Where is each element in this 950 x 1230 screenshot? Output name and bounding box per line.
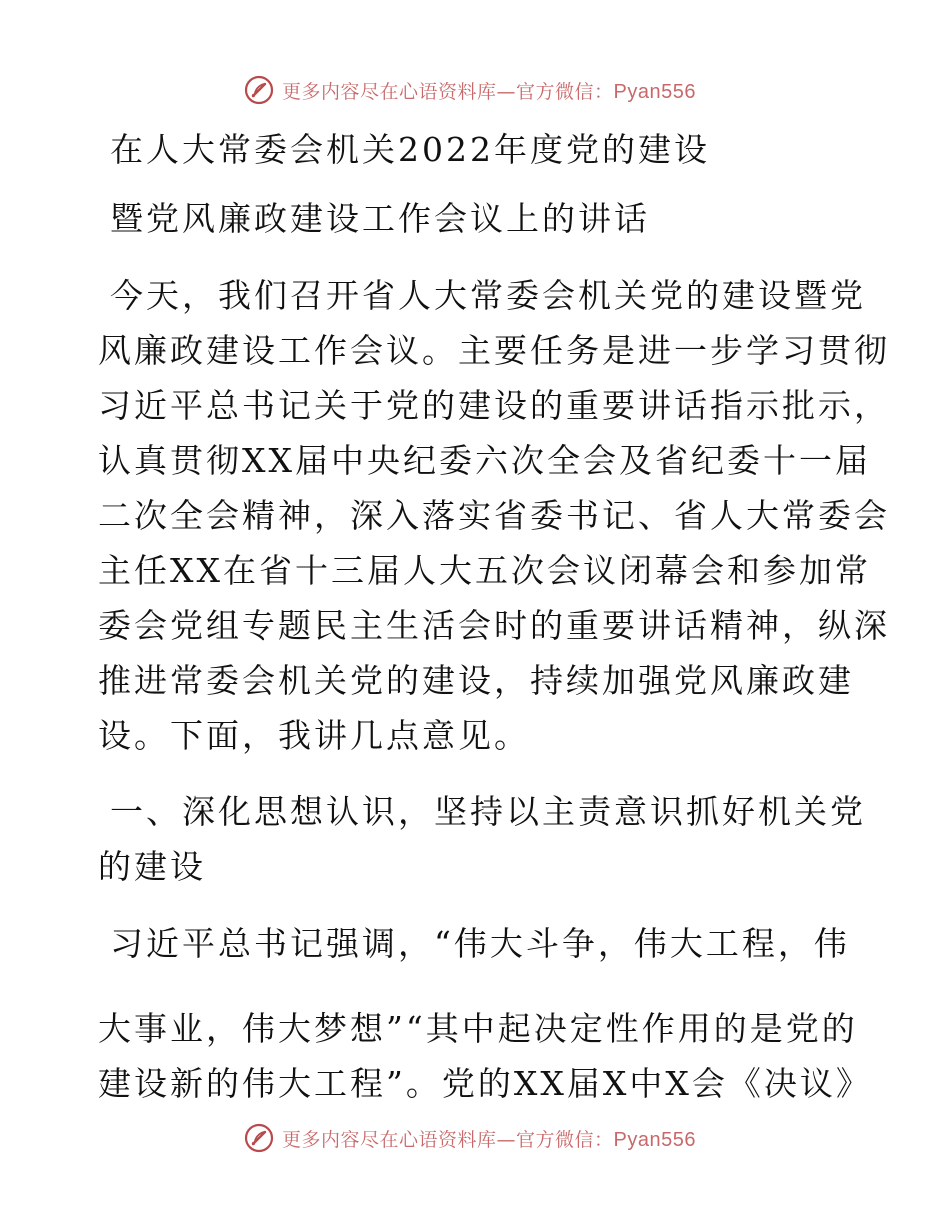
paragraph-line: 习近平总书记强调，“伟大斗争，伟大工程，伟 <box>110 924 850 963</box>
section-heading-line: 的建设 <box>98 847 206 886</box>
paragraph-line: 推进常委会机关党的建设，持续加强党风廉政建 <box>98 661 854 700</box>
quill-seal-icon <box>244 1123 274 1153</box>
watermark-content <box>244 1123 696 1153</box>
paragraph-line: 习近平总书记关于党的建设的重要讲话指示批示， <box>98 386 890 425</box>
watermark-banner-top <box>0 70 950 110</box>
paragraph-line: 大事业，伟大梦想”“其中起决定性作用的是党的 <box>98 1009 858 1048</box>
paragraph-line: 二次全会精神，深入落实省委书记、省人大常委会 <box>98 496 890 535</box>
wechat-id: Pyan556 <box>613 80 696 103</box>
watermark-text: 更多内容尽在心语资料库—官方微信：Pyan556 <box>282 1128 696 1151</box>
watermark-banner-bottom <box>0 1118 950 1158</box>
section-heading-line: 一、深化思想认识，坚持以主责意识抓好机关党 <box>110 792 866 831</box>
paragraph-line: 主任XX在省十三届人大五次会议闭幕会和参加常 <box>98 551 871 590</box>
paragraph-line: 今天，我们召开省人大常委会机关党的建设暨党 <box>110 276 866 315</box>
paragraph-line: 建设新的伟大工程”。党的XX届X中X会《决议》 <box>98 1064 872 1103</box>
quill-seal-icon <box>244 75 274 105</box>
title-line-1: 在人大常委会机关2022年度党的建设 <box>110 130 710 169</box>
title-line-2: 暨党风廉政建设工作会议上的讲话 <box>110 199 650 238</box>
watermark-text: 更多内容尽在心语资料库—官方微信：Pyan556 <box>282 80 696 103</box>
paragraph-line: 设。下面，我讲几点意见。 <box>98 716 530 755</box>
paragraph-line: 委会党组专题民主生活会时的重要讲话精神，纵深 <box>98 606 890 645</box>
watermark-content <box>244 75 696 105</box>
paragraph-line: 风廉政建设工作会议。主要任务是进一步学习贯彻 <box>98 331 890 370</box>
paragraph-line: 认真贯彻XX届中央纪委六次全会及省纪委十一届 <box>98 441 871 480</box>
wechat-id: Pyan556 <box>613 1128 696 1151</box>
